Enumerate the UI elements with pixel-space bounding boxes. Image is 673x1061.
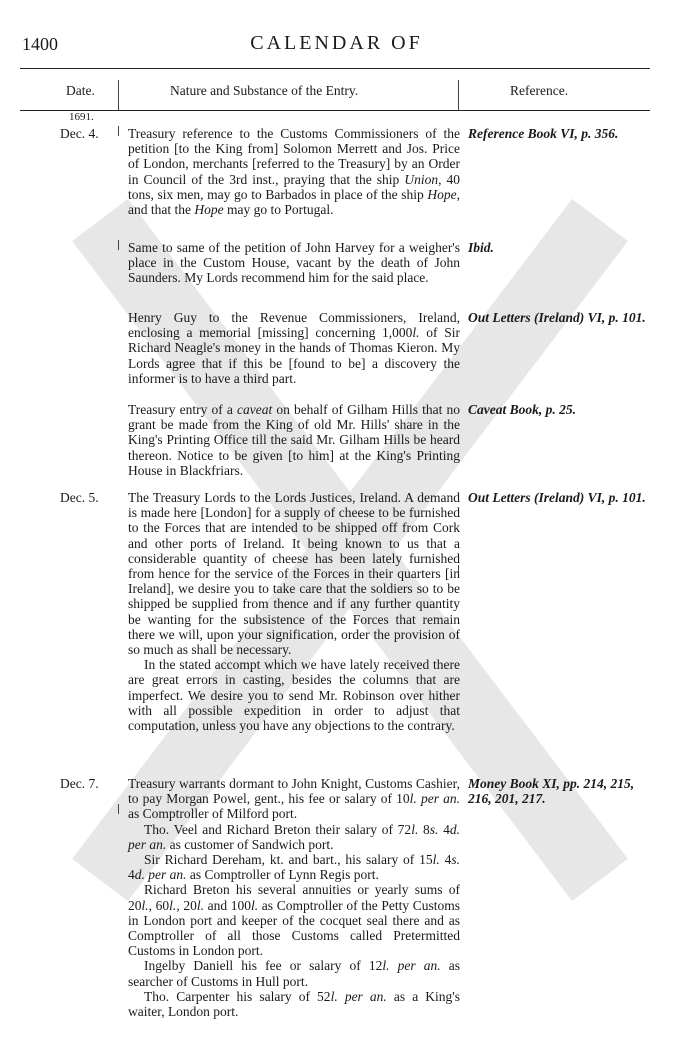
- entry-reference: [468, 126, 654, 141]
- warrant-item: Sir Richard Dereham, kt. and bart., his salary of 15l. 4s. 4d. per an. as Comptroller of Lynn Regis port.: [128, 852, 460, 883]
- entry-text: Treasury entry of a caveat on behalf of Gilham Hills that no grant be made from the King of old Mr. Hills' share in the King's Printing Office till the said Mr. Gilham Hills be heard thereon. Notice to be given [to him] at the King's Printing House in Blackfriars.: [128, 402, 461, 478]
- header-bottom-rule: [20, 110, 650, 111]
- header-top-rule: [20, 68, 650, 69]
- entry-date: Dec. 7.: [60, 776, 99, 791]
- warrant-item: Richard Breton his several annuities or yearly sums of 20l., 60l., 20l. and 100l. as Comptroller of the Petty Customs in London port and keeper of the cocquet seal there and as Comptroller of all those Customs called Pretermitted Customs in London port.: [128, 882, 461, 959]
- column-header-nature: Nature and Substance of the Entry.: [170, 83, 359, 98]
- column-divider-left: [118, 80, 119, 110]
- entry-date: Dec. 4.: [60, 126, 99, 141]
- column-header-date: Date.: [66, 83, 95, 98]
- entry-text: Same to same of the petition of John Harvey for a weigher's place in the Custom House, vacant by the death of John Saunders. My Lords recommend him for the said place.: [128, 240, 460, 286]
- entry-reference: [468, 310, 654, 325]
- column-header-reference: Reference.: [510, 83, 569, 98]
- entry-paragraph: In the stated accompt which we have lately received there are great errors in casting, besides the columns that are imperfect. We desire you to send Mr. Robinson over hither with all possible expedition in order to adjust that computation, unless you have any objections to the contrary.: [128, 657, 460, 734]
- reference-text: Reference Book VI, p. 356.: [468, 126, 619, 141]
- entry-text: Henry Guy to the Revenue Commissioners, Ireland, enclosing a memorial [missing] concerning 1,000l. of Sir Richard Neagle's money in the hands of Thomas Kieron. My Lords agree that if this be [found to be] a discovery the informer is to have a third part.: [128, 310, 461, 386]
- entry-reference: [468, 776, 654, 806]
- entry-text: Treasury reference to the Customs Commissioners of the petition [to the King from] Solomon Merrett and Jos. Price of London, merchants [referred to the Treasury] by an Order in Council of the 3rd inst., praying that the ship Union, 40 tons, six men, may go to Barbados in place of the ship Hope, and that the Hope may go to Portugal.: [128, 126, 461, 218]
- entry-paragraph: Treasury warrants dormant to John Knight, Customs Cashier, to pay Morgan Powel, gent., his fee or salary of 10l. per an. as Comptroller of Milford port.: [128, 776, 460, 822]
- entry-text: [128, 490, 460, 733]
- warrant-item: Tho. Carpenter his salary of 52l. per an. as a King's waiter, London port.: [128, 988, 460, 1020]
- reference-text: Money Book XI, pp. 214, 215, 216, 201, 217.: [468, 776, 635, 807]
- page-number: 1400: [22, 34, 58, 54]
- reference-text: Out Letters (Ireland) VI, p. 101.: [468, 310, 646, 325]
- entry-date: Dec. 5.: [60, 490, 99, 505]
- year-mark: 1691.: [69, 111, 94, 123]
- row-marker: [118, 126, 119, 136]
- entry-reference: [468, 240, 654, 255]
- reference-text: Out Letters (Ireland) VI, p. 101.: [468, 490, 646, 505]
- row-marker: [118, 804, 119, 814]
- running-title: CALENDAR OF: [250, 32, 423, 54]
- entry-paragraph: The Treasury Lords to the Lords Justices, Ireland. A demand is made here [London] for a supply of cheese to be furnished to the Forces that are intended to be shipped off from Cork and other ports of Ireland. It being known to us that a considerable quantity of cheese has been lately furnished from hence for the service of the Forces in their quarters [in Ireland], we desire you to take care that the soldiers so to be shipped be supplied from thence and if any further quantity be wanting for the subsistence of the Forces that remain there we will, upon your signification, order the provision of so much as shall be necessary.: [128, 490, 460, 658]
- entry-reference: [468, 490, 654, 505]
- warrant-item: Tho. Veel and Richard Breton their salary of 72l. 8s. 4d. per an. as customer of Sandwich port.: [128, 821, 460, 852]
- entry-text: [128, 776, 460, 1019]
- row-marker: [118, 240, 119, 250]
- reference-text: Caveat Book, p. 25.: [468, 402, 576, 417]
- entry-reference: [468, 402, 654, 417]
- warrant-items: [128, 822, 460, 1020]
- warrant-item: Ingelby Daniell his fee or salary of 12l. per an. as searcher of Customs in Hull port.: [128, 958, 461, 989]
- column-divider-right: [458, 80, 459, 110]
- reference-text: Ibid.: [468, 240, 494, 255]
